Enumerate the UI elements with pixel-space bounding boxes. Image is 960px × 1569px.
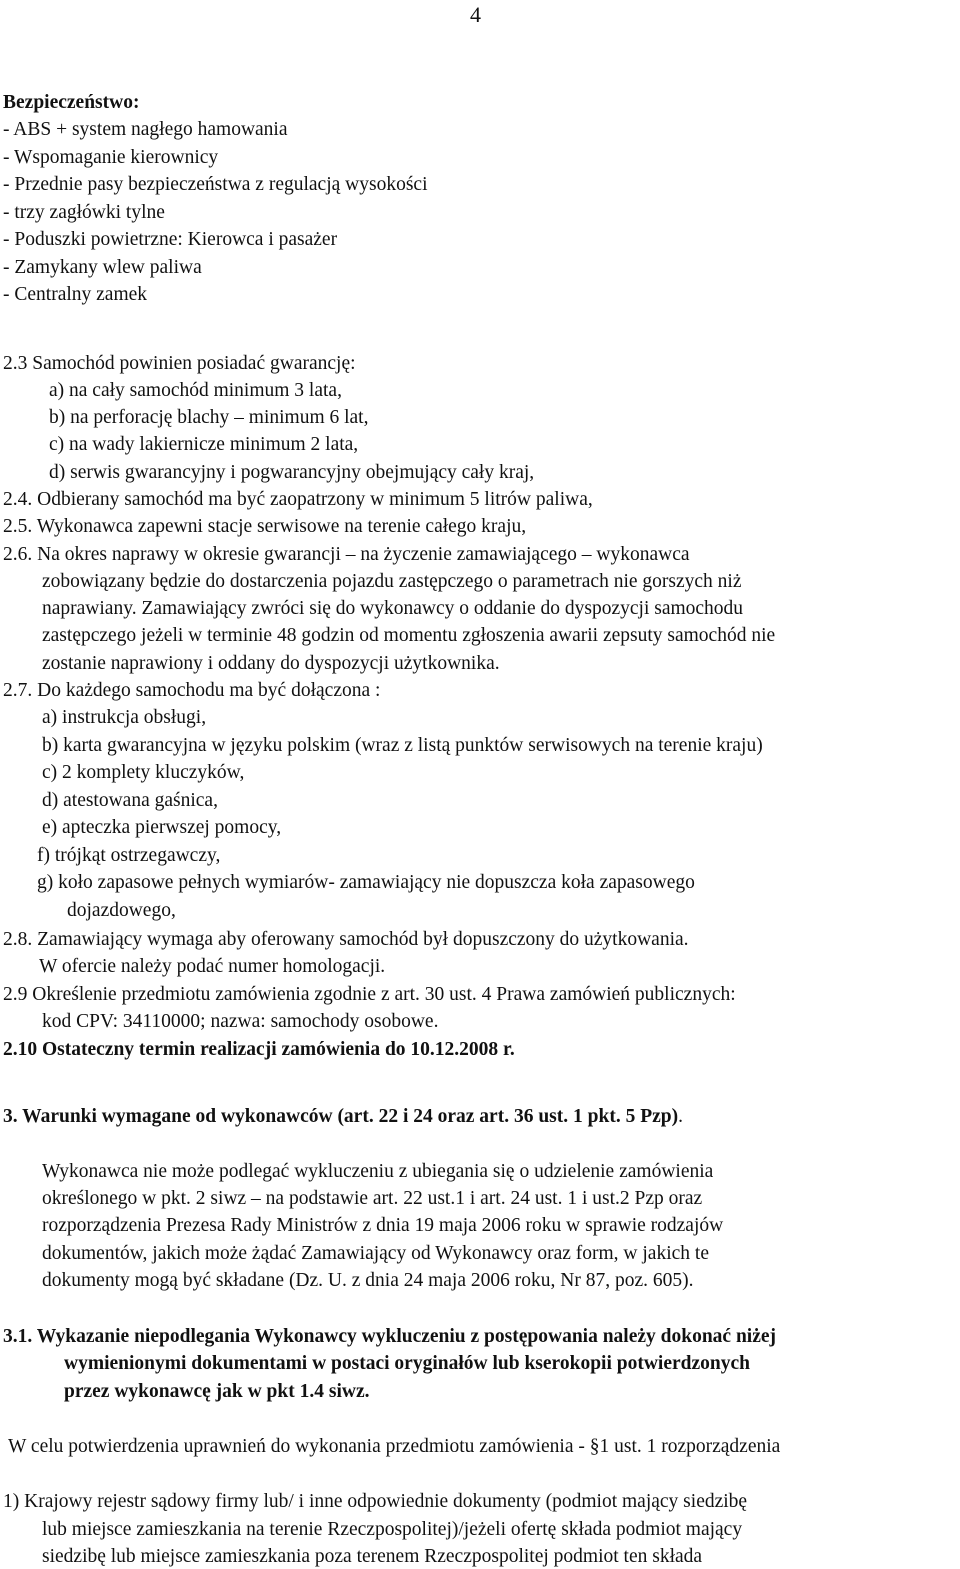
section-3-paragraph-line: Wykonawca nie może podlegać wykluczeniu z ubiegania się o udzielenie zamówienia	[42, 1161, 714, 1182]
section-3-1-line: przez wykonawcę jak w pkt 1.4 siwz.	[64, 1381, 370, 1402]
section-2-9-line: 2.9 Określenie przedmiotu zamówienia zgodnie z art. 30 ust. 4 Prawa zamówień publicznych:	[3, 984, 736, 1005]
security-item: - Centralny zamek	[3, 284, 148, 305]
security-item: - trzy zagłówki tylne	[3, 202, 165, 223]
section-2-7-item: dojazdowego,	[67, 900, 176, 921]
section-2-3-item: b) na perforację blachy – minimum 6 lat,	[49, 407, 369, 428]
page-number: 4	[470, 2, 481, 27]
section-2-4: 2.4. Odbierany samochód ma być zaopatrzony w minimum 5 litrów paliwa,	[3, 489, 593, 510]
section-3-1-line: wymienionymi dokumentami w postaci oryginałów lub kserokopii potwierdzonych	[64, 1353, 750, 1374]
section-3-paragraph-line: dokumenty mogą być składane (Dz. U. z dnia 24 maja 2006 roku, Nr 87, poz. 605).	[42, 1270, 694, 1291]
section-2-7-title: 2.7. Do każdego samochodu ma być dołączona :	[3, 680, 381, 701]
security-item: - ABS + system nagłego hamowania	[3, 119, 288, 140]
section-2-3-item: a) na cały samochód minimum 3 lata,	[49, 380, 342, 401]
list-item-1-line: 1) Krajowy rejestr sądowy firmy lub/ i inne odpowiednie dokumenty (podmiot mający siedzibę	[3, 1491, 748, 1512]
section-2-6-line: zobowiązany będzie do dostarczenia pojazdu zastępczego o parametrach nie gorszych niż	[42, 571, 742, 592]
section-3-title	[3, 1105, 683, 1129]
security-item: - Poduszki powietrzne: Kierowca i pasażer	[3, 229, 338, 250]
section-2-8-line: 2.8. Zamawiający wymaga aby oferowany samochód był dopuszczony do użytkowania.	[3, 929, 689, 950]
security-item: - Przednie pasy bezpieczeństwa z regulacją wysokości	[3, 174, 428, 195]
section-2-10: 2.10 Ostateczny termin realizacji zamówienia do 10.12.2008 r.	[3, 1039, 515, 1060]
section-2-3-title: 2.3 Samochód powinien posiadać gwarancję:	[3, 353, 356, 374]
section-3-title-text: 3. Warunki wymagane od wykonawców (art. 22 i 24 oraz art. 36 ust. 1 pkt. 5 Pzp)	[3, 1106, 679, 1127]
section-2-5: 2.5. Wykonawca zapewni stacje serwisowe na terenie całego kraju,	[3, 516, 527, 537]
section-3-title-suffix: .	[678, 1106, 683, 1127]
list-item-1-line: siedzibę lub miejsce zamieszkania poza terenem Rzeczpospolitej podmiot ten składa	[42, 1546, 703, 1567]
section-2-7-item: b) karta gwarancyjna w języku polskim (wraz z listą punktów serwisowych na terenie kraju)	[42, 735, 763, 756]
section-2-6-line: naprawiany. Zamawiający zwróci się do wykonawcy o oddanie do dyspozycji samochodu	[42, 598, 744, 619]
section-2-7-item: e) apteczka pierwszej pomocy,	[42, 817, 282, 838]
section-2-7-item: c) 2 komplety kluczyków,	[42, 762, 245, 783]
list-item-1-line: lub miejsce zamieszkania na terenie Rzeczpospolitej)/jeżeli ofertę składa podmiot mający	[42, 1519, 743, 1540]
section-2-6-line: 2.6. Na okres naprawy w okresie gwarancji – na życzenie zamawiającego – wykonawca	[3, 544, 690, 565]
section-2-6-line: zastępczego jeżeli w terminie 48 godzin od momentu zgłoszenia awarii zepsuty samochód nie	[42, 625, 776, 646]
security-item: - Zamykany wlew paliwa	[3, 257, 202, 278]
section-2-7-item: f) trójkąt ostrzegawczy,	[37, 845, 221, 866]
section-2-6-line: zostanie naprawiony i oddany do dyspozycji użytkownika.	[42, 653, 500, 674]
section-2-3-item: c) na wady lakiernicze minimum 2 lata,	[49, 434, 359, 455]
section-2-9-line: kod CPV: 34110000; nazwa: samochody osobowe.	[42, 1011, 439, 1032]
security-heading: Bezpieczeństwo:	[3, 92, 140, 113]
section-2-7-item: a) instrukcja obsługi,	[42, 707, 207, 728]
section-2-7-item: d) atestowana gaśnica,	[42, 790, 218, 811]
security-item: - Wspomaganie kierownicy	[3, 147, 219, 168]
section-2-8-line: W ofercie należy podać numer homologacji.	[39, 956, 386, 977]
section-2-7-item: g) koło zapasowe pełnych wymiarów- zamawiający nie dopuszcza koła zapasowego	[37, 872, 695, 893]
paragraph-w-celu: W celu potwierdzenia uprawnień do wykonania przedmiotu zamówienia - §1 ust. 1 rozporządzenia	[8, 1436, 781, 1457]
section-3-paragraph-line: rozporządzenia Prezesa Rady Ministrów z dnia 19 maja 2006 roku w sprawie rodzajów	[42, 1215, 724, 1236]
section-3-paragraph-line: dokumentów, jakich może żądać Zamawiający od Wykonawcy oraz form, w jakich te	[42, 1243, 709, 1264]
section-3-paragraph-line: określonego w pkt. 2 siwz – na podstawie art. 22 ust.1 i art. 24 ust. 1 i ust.2 Pzp oraz	[42, 1188, 703, 1209]
section-2-3-item: d) serwis gwarancyjny i pogwarancyjny obejmujący cały kraj,	[49, 462, 535, 483]
section-3-1-line: 3.1. Wykazanie niepodlegania Wykonawcy wykluczeniu z postępowania należy dokonać niżej	[3, 1326, 777, 1347]
